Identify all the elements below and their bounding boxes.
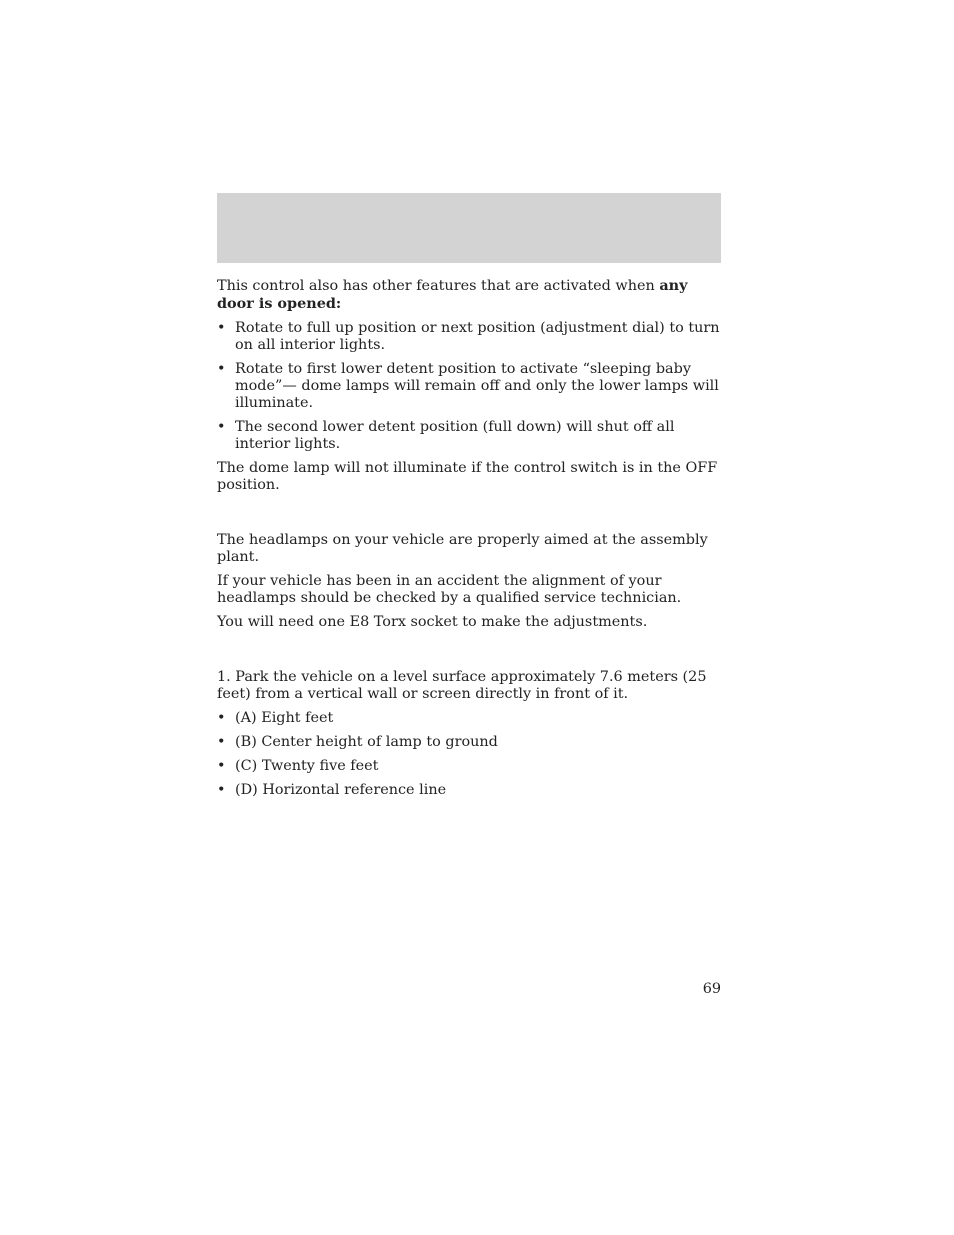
intro-bold-text: any door is opened: xyxy=(217,277,688,312)
legend-item-text: (B) Center height of lamp to ground xyxy=(235,734,498,750)
list-item xyxy=(217,734,722,751)
list-item-text: The second lower detent position (full down) will shut off all interior lights. xyxy=(235,419,675,452)
bullet-icon: • xyxy=(217,782,226,798)
step-1-paragraph: 1. Park the vehicle on a level surface approximately 7.6 meters (25 feet) from a vertical wall or screen directly in front of it. xyxy=(217,669,707,702)
dome-lamp-note: The dome lamp will not illuminate if the control switch is in the OFF position. xyxy=(217,460,718,493)
list-item xyxy=(217,320,722,354)
bullet-icon: • xyxy=(217,734,226,750)
legend-item-text: (C) Twenty five feet xyxy=(235,758,379,774)
bullet-icon: • xyxy=(217,419,226,435)
bullet-icon: • xyxy=(217,320,226,336)
list-item xyxy=(217,361,722,412)
section-spacer xyxy=(217,501,722,532)
list-item-text: Rotate to first lower detent position to activate “sleeping baby mode”— dome lamps will remain off and only the lower lamps will illuminate. xyxy=(235,361,719,411)
section-header-band xyxy=(217,193,721,263)
intro-paragraph xyxy=(217,277,722,313)
headlamp-tool-paragraph: You will need one E8 Torx socket to make the adjustments. xyxy=(217,614,648,630)
legend-list xyxy=(217,710,722,799)
list-item-text: Rotate to full up position or next position (adjustment dial) to turn on all interior lights. xyxy=(235,320,720,353)
bullet-icon: • xyxy=(217,758,226,774)
page-content xyxy=(217,277,722,806)
section-spacer xyxy=(217,638,722,669)
list-item xyxy=(217,758,722,775)
list-item xyxy=(217,419,722,453)
page-number: 69 xyxy=(702,981,721,997)
headlamp-accident-paragraph: If your vehicle has been in an accident the alignment of your headlamps should be checked by a qualified service technician. xyxy=(217,573,682,606)
headlamp-aimed-paragraph: The headlamps on your vehicle are properly aimed at the assembly plant. xyxy=(217,532,708,565)
list-item xyxy=(217,710,722,727)
control-features-list xyxy=(217,320,722,453)
bullet-icon: • xyxy=(217,361,226,377)
intro-text: This control also has other features that are activated when xyxy=(217,278,660,294)
legend-item-text: (D) Horizontal reference line xyxy=(235,782,447,798)
bullet-icon: • xyxy=(217,710,226,726)
list-item xyxy=(217,782,722,799)
legend-item-text: (A) Eight feet xyxy=(235,710,334,726)
